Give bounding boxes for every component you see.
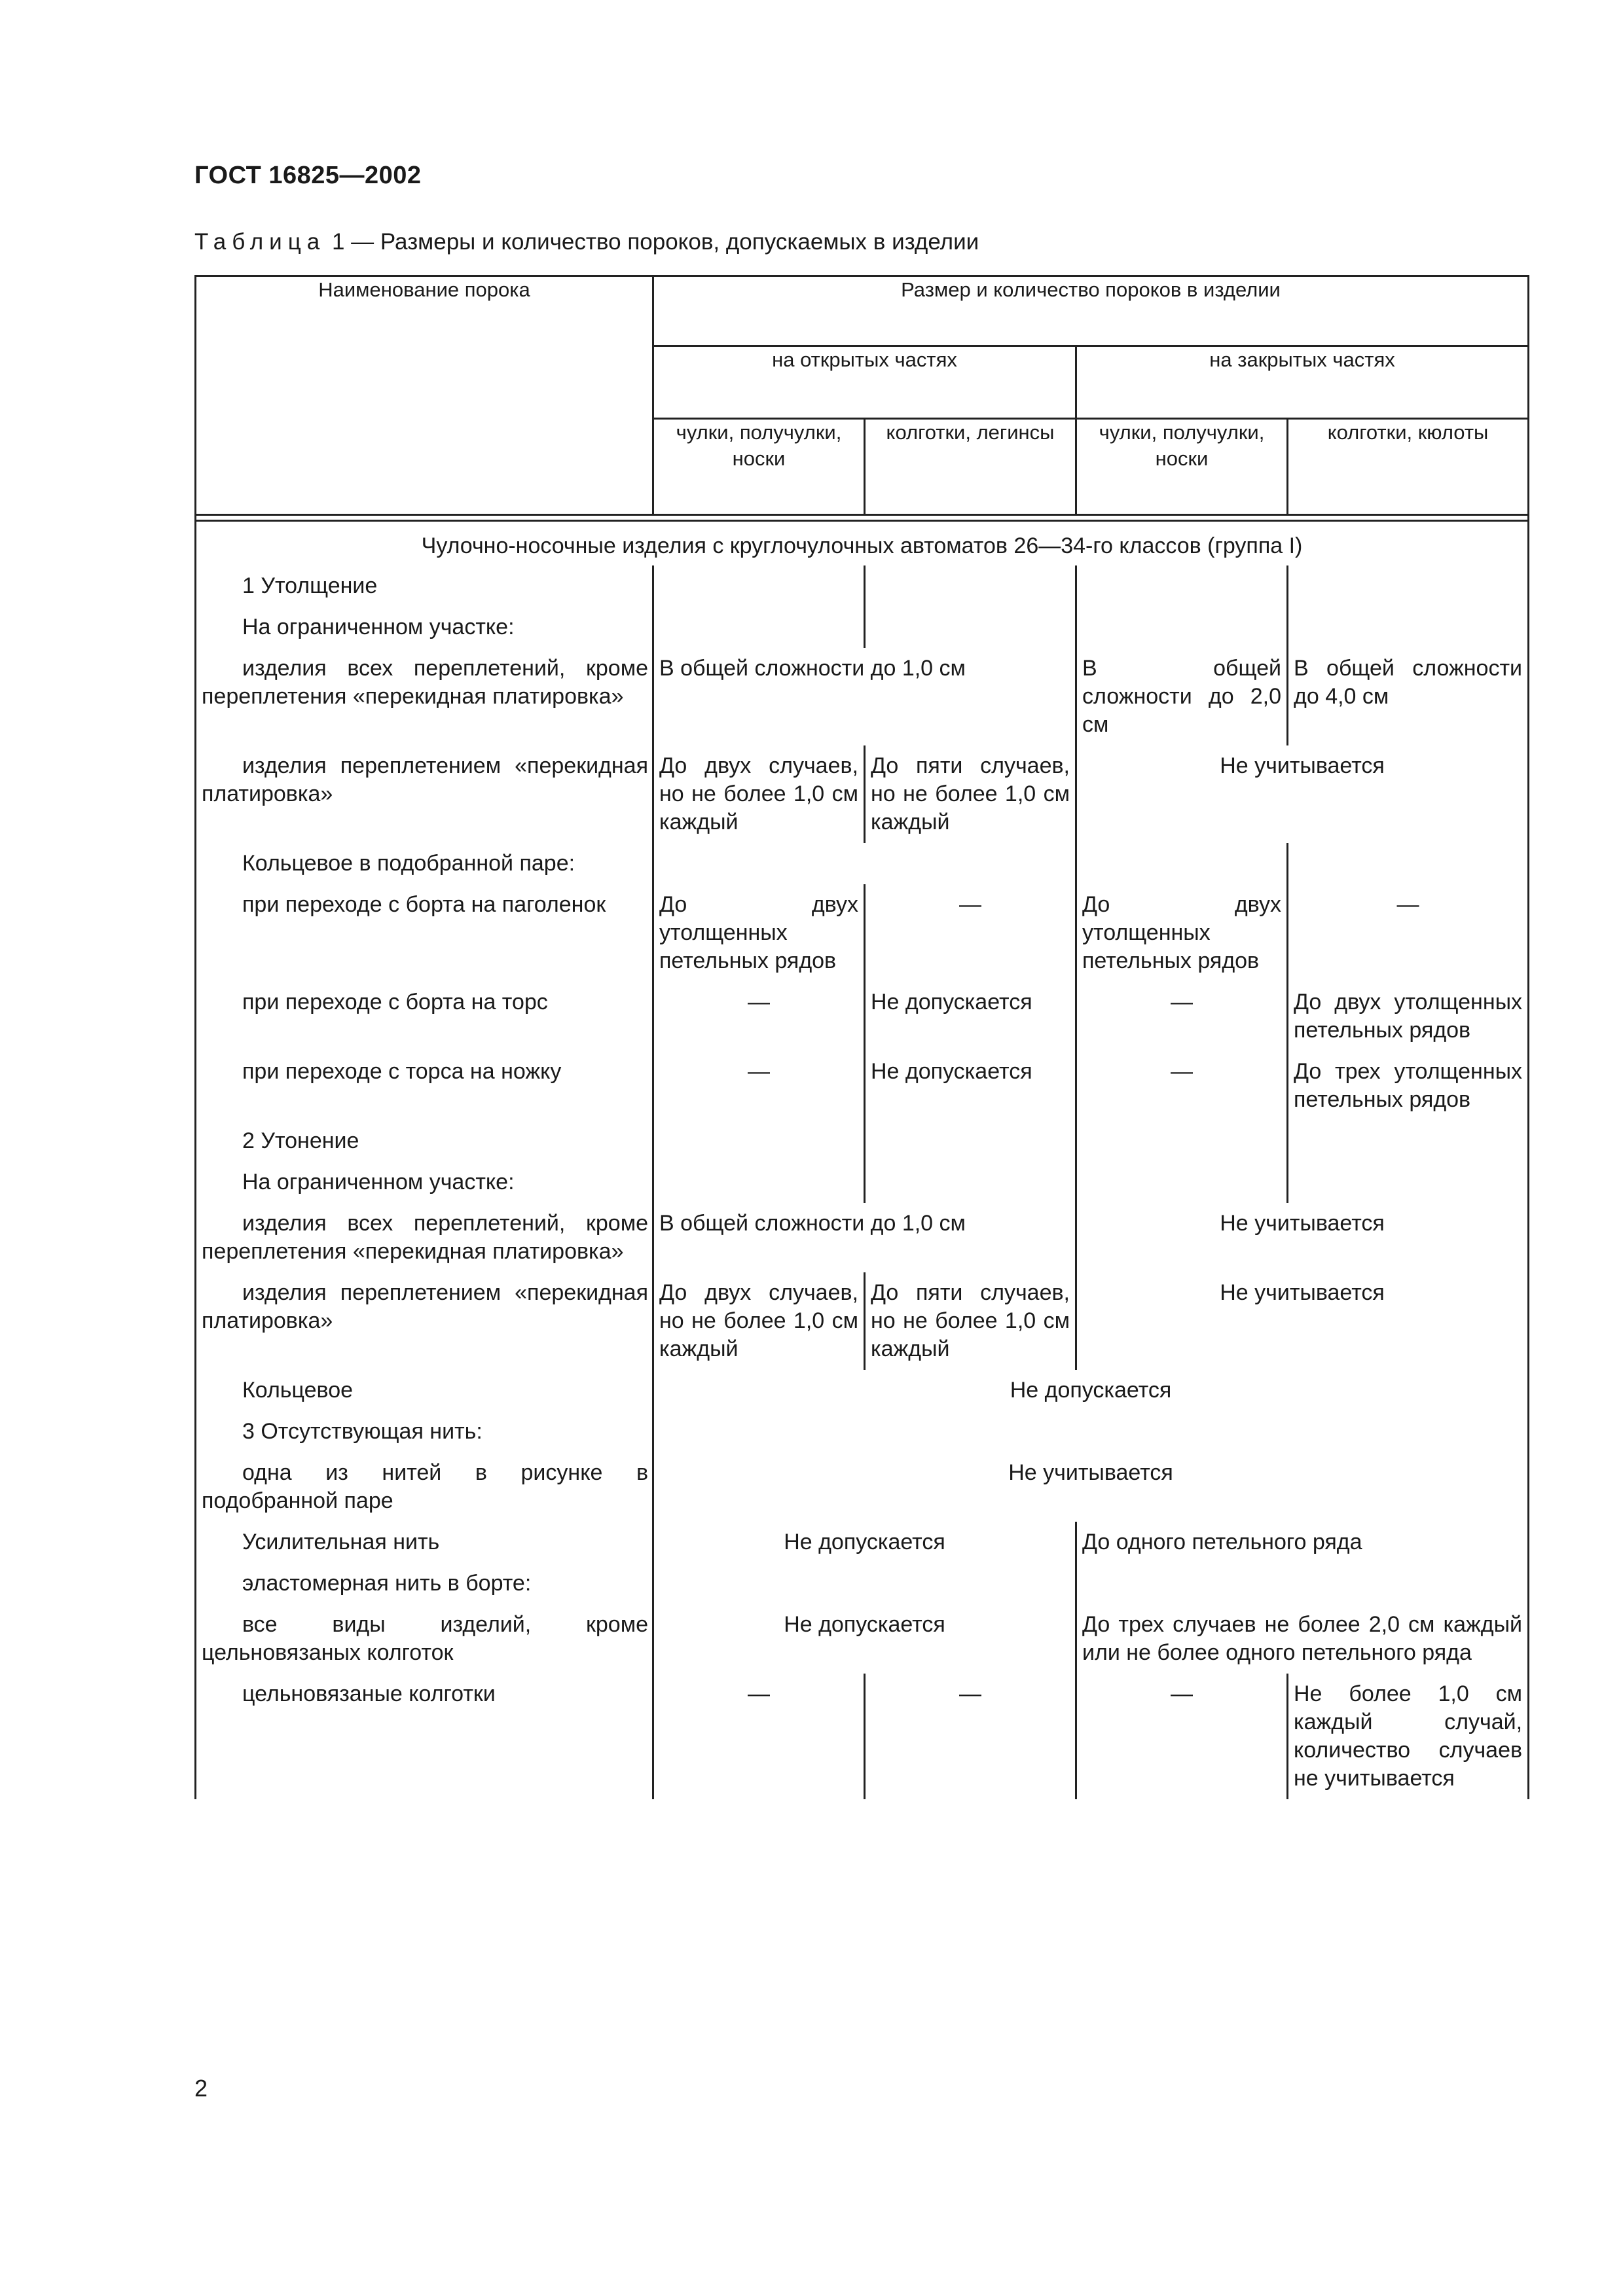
cell-not-counted-2: Не учитывается <box>1076 1203 1529 1272</box>
row-one-thread: одна из нитей в рисунке в подобранной паре <box>196 1452 653 1522</box>
row-thickening: 1 Утолщение <box>196 565 653 607</box>
caption-prefix: Таблица <box>194 229 326 255</box>
row-ring-pair: Кольцевое в подобранной паре: <box>196 843 653 884</box>
cell-two-rows-closed: До двух утолщенных петельных рядов <box>1076 884 1288 982</box>
row-limited-area-2: На ограниченном участке: <box>196 1162 653 1203</box>
header-defect-name: Наименование порока <box>196 276 653 515</box>
cell-dash: — <box>653 982 865 1051</box>
defects-table <box>194 275 1529 1799</box>
header-sub-tights-closed: колготки, кюлоты <box>1288 419 1529 515</box>
row-all-weaves-2: изделия всех переплетений, кроме переплетения «перекидная платировка» <box>196 1203 653 1272</box>
cell-two-rows-torso: До двух утолщенных петельных рядов <box>1288 982 1529 1051</box>
row-thinning: 2 Утонение <box>196 1121 653 1162</box>
header-sub-stockings-closed: чулки, получулки, носки <box>1076 419 1288 515</box>
cell-dash: — <box>865 1674 1076 1799</box>
cell-five-cases-1: До пяти случаев, но не более 1,0 см каждый <box>865 745 1076 843</box>
cell-two-cases-1: До двух случаев, но не более 1,0 см каждый <box>653 745 865 843</box>
header-sub-tights-open: колготки, легинсы <box>865 419 1076 515</box>
row-elastomer-thread: эластомерная нить в борте: <box>196 1563 653 1604</box>
header-size-count: Размер и количество пороков в изделии <box>653 276 1529 346</box>
cell-two-rows-open: До двух утолщенных петельных рядов <box>653 884 865 982</box>
row-seamless-tights: цельновязаные колготки <box>196 1674 653 1799</box>
row-missing-thread: 3 Отсутствующая нить: <box>196 1411 653 1452</box>
cell-max-1cm: Не более 1,0 см каждый случай, количество случаев не учитывается <box>1288 1674 1529 1799</box>
document-header: ГОСТ 16825—2002 <box>194 162 422 189</box>
group-title: Чулочно-носочные изделия с круглочулочных автоматов 26—34-го классов (группа I) <box>196 521 1529 566</box>
row-limited-area-1: На ограниченном участке: <box>196 607 653 648</box>
cell-dash: — <box>1076 1674 1288 1799</box>
cell-not-allowed: Не допускается <box>865 1051 1076 1121</box>
cell-total-2cm: В общей сложности до 2,0 см <box>1076 648 1288 745</box>
header-open-parts: на открытых частях <box>653 346 1076 419</box>
cell-one-thread-not-counted: Не учитывается <box>653 1452 1529 1522</box>
cell-one-loop-row: До одного петельного ряда <box>1076 1522 1529 1563</box>
row-reinforcing-thread: Усилительная нить <box>196 1522 653 1563</box>
cell-three-cases: До трех случаев не более 2,0 см каждый или не более одного петельного ряда <box>1076 1604 1529 1674</box>
cell-total-1cm-2: В общей сложности до 1,0 см <box>653 1203 1076 1272</box>
row-plating-1: изделия переплетением «перекидная платировка» <box>196 745 653 843</box>
caption-text: 1 — Размеры и количество пороков, допускаемых в изделии <box>325 229 979 255</box>
cell-all-kinds-not-allowed: Не допускается <box>653 1604 1076 1674</box>
cell-not-counted-1: Не учитывается <box>1076 745 1529 843</box>
cell-two-cases-2: До двух случаев, но не более 1,0 см каждый <box>653 1272 865 1370</box>
row-torso-to-leg: при переходе с торса на ножку <box>196 1051 653 1121</box>
cell-three-rows: До трех утолщенных петельных рядов <box>1288 1051 1529 1121</box>
cell-dash: — <box>1076 1051 1288 1121</box>
cell-ring-not-allowed: Не допускается <box>653 1370 1529 1411</box>
cell-five-cases-2: До пяти случаев, но не более 1,0 см каждый <box>865 1272 1076 1370</box>
row-all-kinds: все виды изделий, кроме цельновязаных колготок <box>196 1604 653 1674</box>
cell-not-counted-3: Не учитывается <box>1076 1272 1529 1370</box>
cell-dash: — <box>865 884 1076 982</box>
row-all-weaves-1: изделия всех переплетений, кроме переплетения «перекидная платировка» <box>196 648 653 745</box>
cell-total-1cm: В общей сложности до 1,0 см <box>653 648 1076 745</box>
row-ring: Кольцевое <box>196 1370 653 1411</box>
cell-dash: — <box>653 1674 865 1799</box>
cell-not-allowed: Не допускается <box>865 982 1076 1051</box>
cell-dash: — <box>653 1051 865 1121</box>
table-caption <box>194 229 979 255</box>
page-number: 2 <box>194 2075 208 2102</box>
cell-dash: — <box>1288 884 1529 982</box>
cell-total-4cm: В общей сложности до 4,0 см <box>1288 648 1529 745</box>
row-board-to-heel: при переходе с борта на паголенок <box>196 884 653 982</box>
cell-dash: — <box>1076 982 1288 1051</box>
cell-reinforce-not-allowed: Не допускается <box>653 1522 1076 1563</box>
row-plating-2: изделия переплетением «перекидная платировка» <box>196 1272 653 1370</box>
header-sub-stockings-open: чулки, получулки, носки <box>653 419 865 515</box>
row-board-to-torso: при переходе с борта на торс <box>196 982 653 1051</box>
header-closed-parts: на закрытых частях <box>1076 346 1529 419</box>
